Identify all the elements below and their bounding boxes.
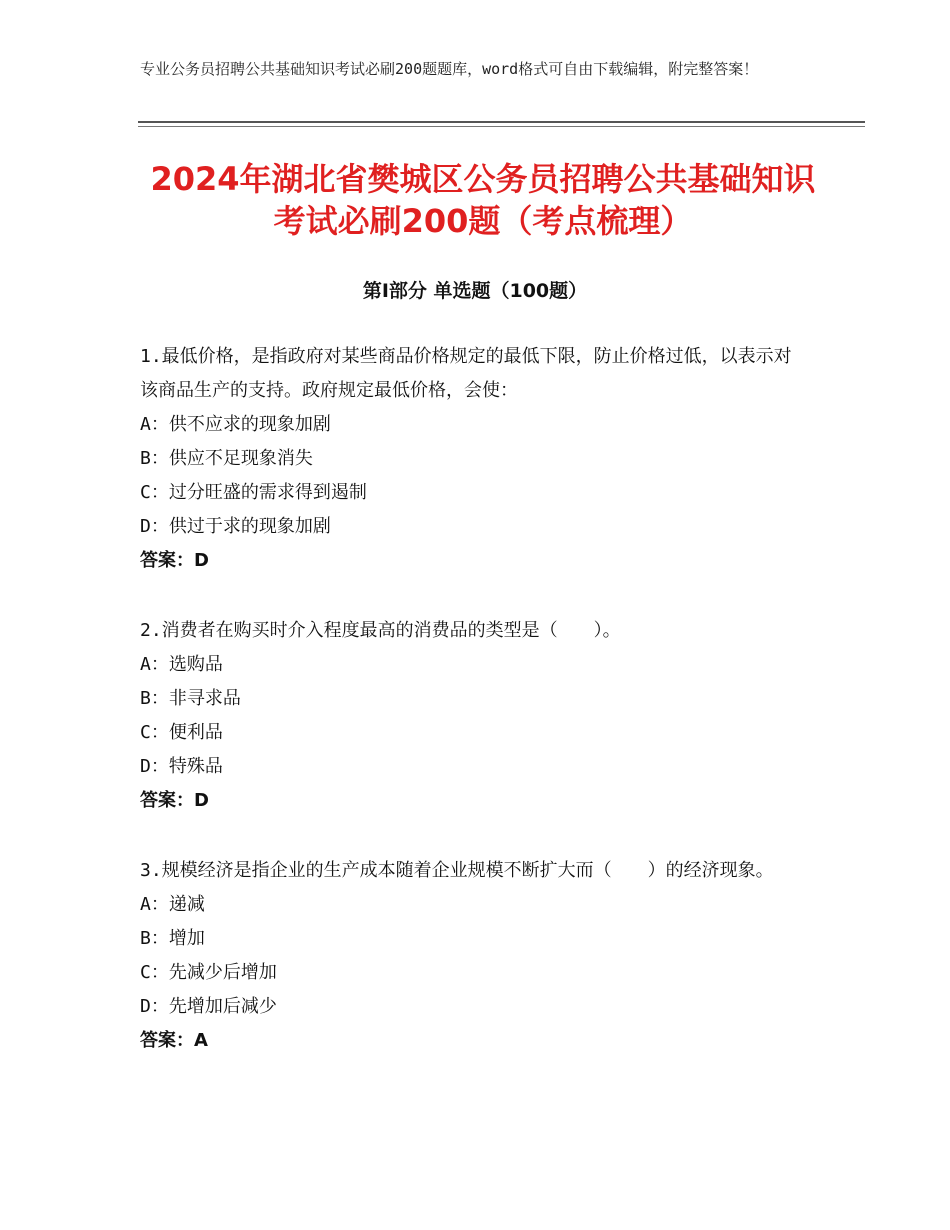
- question-2: [140, 614, 805, 818]
- question-1: [140, 340, 805, 578]
- option-c: C：先减少后增加: [140, 962, 277, 983]
- option-a: A：选购品: [140, 654, 223, 675]
- header-divider-thick: [138, 121, 865, 123]
- question-3: [140, 854, 805, 1058]
- option-a: A：供不应求的现象加剧: [140, 414, 331, 435]
- option-d: D：特殊品: [140, 756, 223, 777]
- question-stem: 2.消费者在购买时介入程度最高的消费品的类型是（ ）。: [140, 620, 621, 641]
- option-c: C：过分旺盛的需求得到遏制: [140, 482, 367, 503]
- option-b: B：供应不足现象消失: [140, 448, 313, 469]
- question-stem: 3.规模经济是指企业的生产成本随着企业规模不断扩大而（ ）的经济现象。: [140, 860, 774, 881]
- option-b: B：增加: [140, 928, 205, 949]
- option-b: B：非寻求品: [140, 688, 241, 709]
- section-title: 第Ⅰ部分 单选题（100题）: [362, 280, 588, 302]
- answer: 答案：A: [140, 1030, 208, 1051]
- option-d: D：供过于求的现象加剧: [140, 516, 331, 537]
- header-note: 专业公务员招聘公共基础知识考试必刷200题题库，word格式可自由下载编辑，附完整答案！: [140, 60, 759, 78]
- document-title: 2024年湖北省樊城区公务员招聘公共基础知识考试必刷200题（考点梳理）: [150, 160, 816, 240]
- answer: 答案：D: [140, 550, 209, 571]
- option-d: D：先增加后减少: [140, 996, 277, 1017]
- option-c: C：便利品: [140, 722, 223, 743]
- answer: 答案：D: [140, 790, 209, 811]
- option-a: A：递减: [140, 894, 205, 915]
- header-divider-thin: [138, 126, 865, 127]
- question-stem: 1.最低价格，是指政府对某些商品价格规定的最低下限，防止价格过低，以表示对该商品生产的支持。政府规定最低价格，会使：: [140, 346, 792, 401]
- question-list: [140, 340, 805, 1094]
